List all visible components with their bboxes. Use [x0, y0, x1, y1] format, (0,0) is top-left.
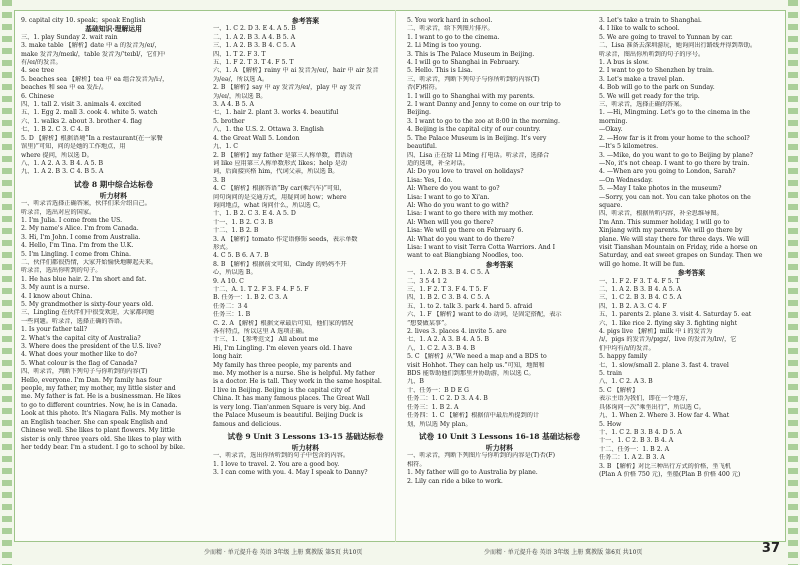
col2-line-5: 五、1. F 2. T 3. T 4. F 5. T	[213, 59, 294, 67]
col3-line-37: 2. lives 3. places 4. invite 5. are	[407, 328, 507, 336]
col4-line-54: (Plan A 价格 750 元)，坐船(Plan B 价格 400 元)	[599, 470, 741, 478]
col1-line-31: 3. My aunt is a nurse.	[21, 284, 90, 292]
col1-line-23: 1. I'm Julia. I come from the US.	[21, 216, 123, 224]
col3-line-30: 一、1. A 2. B 3. B 4. C 5. A	[407, 269, 490, 277]
col4-line-22: square.	[599, 201, 623, 209]
col1-line-12: 六、1. walks 2. about 3. brother 4. flag	[21, 117, 143, 125]
col2-line-49: 试卷 9 Unit 3 Lessons 13-15 基础达标卷	[227, 431, 384, 441]
col1-line-49: sister is only three years old. She likes to play with	[21, 435, 182, 443]
col1-line-27: 5. I'm Lingling. I come from China.	[21, 250, 131, 258]
col3-line-16: 四、Lisa 正在给 Li Ming 打电话。听录音，选择合	[407, 151, 550, 159]
col3-line-27: Lisa: I want to visit Terra Cotta Warriors. And I	[407, 243, 556, 251]
page-number: 37	[761, 541, 780, 556]
col2-line-52: 1. I love to travel. 2. You are a good boy.	[213, 460, 340, 468]
col1-line-7: 5. beaches sea 【解析】tea 中 ea 组合发音为/iː/，	[21, 75, 169, 83]
col2-line-9: 为/eɪ/，所以选 B。	[213, 92, 267, 100]
col3-line-8: 否(F)相符。	[407, 84, 441, 92]
col2-line-21: 问句询问的是交通方式，用疑问词 how；where	[213, 193, 347, 201]
col2-line-17: 词 like 应用第三人称单数形式 likes；help 是动	[213, 159, 347, 167]
col3-line-22: Al: Who do you want to go with?	[407, 201, 509, 209]
col2-line-6: 六、1. A 【解析】rainy 中 ai 发音为/eɪ/，hair 中 air 发音	[213, 67, 379, 75]
col2-line-30: 心，所以选 B。	[213, 269, 257, 277]
col1-line-30: 1. He has blue hair. 2. I'm short and fat.	[21, 275, 147, 283]
col2-line-11: 七、1. hair 2. plant 3. works 4. beautiful	[213, 109, 339, 117]
col1-line-37: 2. What's the capital city of Australia?	[21, 334, 141, 342]
col4-line-23: 四、听录音，根据所听内容，补全思维导图。	[599, 210, 723, 218]
col4-line-41: 七、1. slow/small 2. plane 3. fast 4. travel	[599, 361, 729, 369]
col4-line-16: 3. —Mike, do you want to go to Beijing by plane?	[599, 151, 753, 159]
col4-line-42: 5. train	[599, 370, 622, 378]
col1-line-47: an English teacher. She can speak English and	[21, 418, 168, 426]
col2-line-8: 2. B 【解析】say 中 ay 发音为/eɪ/，play 中 ay 发音	[213, 84, 362, 92]
col3-line-33: 四、1. B 2. C 3. B 4. C 5. A	[407, 294, 490, 302]
col3-line-44: 十、任务一：B D E G	[407, 386, 469, 394]
footer-right: 少而精 · 单元提升卷 英语 3年级 上册 冀教版 第6页 共10页	[484, 549, 643, 556]
col4-line-43: 八、1. C 2. A 3. B	[599, 378, 653, 386]
col1-line-19: 试卷 8 期中综合达标卷	[74, 179, 153, 189]
col2-line-19: 3. B	[213, 176, 226, 184]
col2-line-38: 十三、1. 【参考范文】 All about me	[213, 336, 319, 344]
col4-line-26: plane. We will stay there for three days. We will	[599, 235, 750, 243]
col1-line-39: 4. What does your mother like to do?	[21, 351, 138, 359]
col2-line-13: 八、1. the U.S. 2. Ottawa 3. English	[213, 126, 324, 134]
col2-line-44: I live in Beijing. Beijing is the capital city of	[213, 386, 351, 394]
col2-line-41: My family has three people, my parents and	[213, 361, 352, 369]
col1-line-11: 五、1. Egg 2. mall 3. cook 4. white 5. watch	[21, 109, 158, 117]
col4-line-17: —No, it's not cheap. I want to go there by train.	[599, 159, 750, 167]
col2-line-10: 3. A 4. B 5. A	[213, 101, 255, 109]
col2-line-45: China. It has many famous places. The Great Wall	[213, 395, 370, 403]
col1-line-14: 5. D 【解析】根据语境“In a restaurant(在一家餐	[21, 134, 163, 142]
col2-line-25: 十二、1. B 2. B	[213, 227, 259, 235]
col3-line-54: 2. Lily can ride a bike to work.	[407, 477, 503, 485]
col4-line-6: 2. I want to go to Shenzhen by train.	[599, 67, 714, 75]
col4-line-7: 3. Let's make a travel plan.	[599, 75, 685, 83]
col3-line-20: Al: Where do you want to go?	[407, 185, 500, 193]
col4-line-30: 参考答案	[677, 269, 706, 278]
col4-line-18: 4. —When are you going to London, Sarah?	[599, 168, 736, 176]
col4-line-34: 四、1. B 2. A 3. C 4. F	[599, 302, 667, 310]
col1-line-44: me. My father is fat. He is a businessman. He likes	[21, 393, 181, 401]
col2-line-2: 二、1. A 2. B 3. A 4. B 5. A	[213, 33, 296, 41]
col3-line-11: Beijing.	[407, 109, 431, 117]
col4-line-10: 三、听录音，选择正确的答案。	[599, 101, 686, 109]
col4-line-53: 3. B 【解析】对比三种出行方式的价格，坐飞机	[599, 462, 731, 470]
col4-line-36: 六、1. like rice 2. flying sky 3. fighting night	[599, 319, 738, 327]
col1-line-48: Chinese well. She likes to plant flowers. My little	[21, 427, 175, 435]
col1-line-21: 一、听录音选择正确答案，伙伴们来介绍自己。	[21, 200, 151, 208]
col4-line-3: 二、Lisa 准备去深圳游玩，她询问出行路线并得到帮助。	[599, 42, 757, 50]
col1-line-20: 听力材料	[99, 191, 128, 200]
col3-line-45: 任务二：1. C 2. D 3. A 4. B	[407, 395, 488, 403]
col2-line-36: C. 2. A 【解析】根据文章最后可知，他们家的情况	[213, 319, 354, 327]
col4-line-19: —On Wednesday.	[599, 176, 653, 184]
col4-line-24: I'm Ann. This summer holiday, I will go to	[599, 218, 730, 226]
col4-line-4: 听录音，图出你所听到的句子的序号。	[599, 50, 705, 58]
col3-line-4: 3. This is The Palace Museum in Beijing.	[407, 50, 535, 58]
col1-line-22: 听录音，选出对应的国家。	[21, 208, 96, 216]
col1-line-46: Look at this photo. It's Niagara Falls. My mother is	[21, 410, 182, 418]
column-2	[213, 17, 398, 537]
col3-line-41: visit Hohhot. They can help us.”可知，地图和	[407, 361, 545, 369]
col4-line-13: —Okay.	[599, 126, 623, 134]
col1-line-6: 4. see tree	[21, 67, 55, 75]
column-1	[21, 17, 206, 537]
col3-line-36: “想要做某事”。	[407, 319, 451, 327]
page-footer	[14, 541, 786, 561]
col2-line-40: long hair.	[213, 353, 243, 361]
col3-line-5: 4. I will go to Shanghai in February.	[407, 59, 520, 67]
col3-line-2: 1. I want to go to the cinema.	[407, 33, 500, 41]
col3-line-40: 5. C 【解析】从“We need a map and a BDS to	[407, 353, 547, 361]
col1-line-35: 一些问题。听录音，选择正确的答语。	[21, 317, 127, 325]
col2-line-31: 9. A 10. C	[213, 277, 244, 285]
col2-line-3: 三、1. A 2. B 3. B 4. C 5. A	[213, 42, 296, 50]
col3-line-7: 三、听录音，判断下列句子与你所听到的内容(T)	[407, 75, 540, 83]
col3-line-26: Al: What do you want to do there?	[407, 235, 515, 243]
col4-line-38: /ɪ/，pigs 的发音为/pɪgz/，live 的发音为/lɪv/，它	[599, 336, 737, 344]
col4-line-39: 们中均有/ɪ/的发音。	[599, 344, 655, 352]
col4-line-35: 五、1. parents 2. plane 3. visit 4. Saturday 5. eat	[599, 311, 752, 319]
col2-line-14: 4. the Great Wall 5. London	[213, 134, 300, 142]
col3-line-38: 七、1. A 2. A 3. B 4. A 5. B	[407, 336, 490, 344]
col2-line-18: 词，后面接宾格 him，代词父亲，所以选 B。	[213, 168, 339, 176]
col3-line-29: 参考答案	[485, 260, 514, 269]
col1-line-18: 九、1. A 2. B 3. C 4. B 5. A	[21, 168, 104, 176]
col2-line-29: 8. B 【解析】根据前文可知，Cindy 的妈妈不开	[213, 260, 347, 268]
col3-line-46: 任务三：1. B 2. A	[407, 403, 459, 411]
col4-line-0: 3. Let's take a train to Shanghai.	[599, 17, 702, 24]
col3-line-21: Lisa: I want to go to Xi'an.	[407, 193, 490, 201]
col1-line-25: 3. Hi, I'm John. I come from Australia.	[21, 233, 141, 241]
col3-line-39: 八、1. C 2. A 3. B 4. B	[407, 344, 476, 352]
col3-line-15: beautiful.	[407, 143, 437, 151]
col3-line-43: 九、B	[407, 378, 424, 386]
col1-line-40: 5. What colour is the flag of Canada?	[21, 359, 138, 367]
col2-line-47: the Palace Museum is beautiful. Beijing Duck is	[213, 412, 363, 420]
col4-line-8: 4. Bob will go to the park on Sunday.	[599, 84, 715, 92]
col2-line-50: 听力材料	[291, 443, 320, 452]
col1-line-24: 2. My name's Alice. I'm from Canada.	[21, 225, 139, 233]
col2-line-37: 各有特点，所以这里 A 选项正确。	[213, 328, 309, 336]
col2-line-7: 为/eə/，所以选 A。	[213, 75, 269, 83]
col3-line-1: 二、听录音，给下列图片排序。	[407, 25, 494, 33]
col3-line-6: 5. Hello. This is Lisa.	[407, 67, 473, 75]
col4-line-11: 1. —Hi, Mingming. Let's go to the cinema in the	[599, 109, 751, 117]
col2-line-46: is very long. Tian'anmen Square is very big. And	[213, 403, 366, 411]
col4-line-5: 1. A bus is slow.	[599, 59, 649, 67]
col4-line-2: 5. We are going to travel to Yunnan by car.	[599, 33, 733, 41]
col1-line-32: 4. I know about China.	[21, 292, 93, 300]
col3-line-49: 试卷 10 Unit 3 Lessons 16-18 基础达标卷	[418, 431, 581, 441]
col4-line-21: —Sorry, you can not. You can take photos on the	[599, 193, 751, 201]
col1-line-34: 三、Lingling 在伙伴们中很受欢迎，大家都问她	[21, 309, 155, 317]
col3-line-0: 5. You work hard in school.	[407, 17, 493, 24]
col2-line-0: 参考答案	[291, 17, 320, 25]
col2-line-4: 四、1. T 2. F 3. T	[213, 50, 266, 58]
col3-line-18: Al: Do you love to travel on holidays?	[407, 168, 524, 176]
col3-line-31: 二、3 5 4 1 2	[407, 277, 447, 285]
col3-line-35: 六、1. F 【解析】want to do 动词，是固定搭配，表示	[407, 311, 562, 319]
col4-line-44: 5. C 【解析】	[599, 386, 639, 394]
col2-line-35: 任务三：1. B	[213, 311, 251, 319]
col2-line-42: me. My mother is a nurse. She is helpful. My father	[213, 370, 376, 378]
col1-line-1: 基础知识·理解运用	[85, 25, 142, 34]
col3-line-14: 5. The Palace Museum is in Beijing. It's very	[407, 134, 547, 142]
col1-line-10: 四、1. tall 2. visit 3. animals 4. excited	[21, 101, 142, 109]
col2-line-48: famous and delicious.	[213, 420, 282, 428]
col4-line-48: 5. How	[599, 420, 622, 428]
col1-line-26: 4. Hello, I'm Tina. I'm from the U.K.	[21, 242, 134, 250]
col1-line-38: 3. Where does the president of the U.S. live?	[21, 343, 161, 351]
col2-line-1: 一、1. C 2. D 3. E 4. A 5. B	[213, 25, 296, 33]
column-4	[599, 17, 784, 537]
col4-line-15: —It's 5 kilometres.	[599, 143, 659, 151]
col1-line-17: 八、1. A 2. A 3. B 4. A 5. B	[21, 159, 104, 167]
col1-line-13: 七、1. B 2. C 3. C 4. B	[21, 126, 90, 134]
col1-line-50: her teddy bear. I'm a student. I go to school by bike.	[21, 443, 185, 451]
col2-line-28: 4. C 5. B 6. A 7. B	[213, 252, 269, 260]
col1-line-41: 四、听录音，判断下列句子与你听到的内容(T)	[21, 368, 148, 376]
col2-line-12: 5. brother	[213, 117, 245, 125]
footer-left: 少而精 · 单元提升卷 英语 3年级 上册 冀教版 第5页 共10页	[204, 549, 363, 556]
col4-line-29: will go home. It will be fun.	[599, 260, 685, 268]
col2-line-33: B. 任务一：1. B 2. C 3. A	[213, 294, 288, 302]
col2-line-34: 任务二：3 4	[213, 302, 248, 310]
col3-line-19: Lisa: Yes, I do.	[407, 176, 453, 184]
col2-line-16: 2. B 【解析】my father 是第三人称单数，谓语动	[213, 151, 353, 159]
col4-line-37: 4. pigs live 【解析】milk 中 i 的发音为	[599, 328, 713, 336]
col3-line-52: 相符。	[407, 460, 426, 468]
col1-line-36: 1. Is your father tall?	[21, 326, 88, 334]
col1-line-5: 有/eɪ/的发音。	[21, 59, 62, 67]
col4-line-31: 一、1. F 2. F 3. T 4. F 5. T	[599, 277, 680, 285]
col1-line-16: where 提问，所以选 D。	[21, 151, 93, 159]
column-3	[407, 17, 592, 537]
col2-line-43: is a doctor. He is tall. They work in the same hospital.	[213, 378, 382, 386]
col3-line-23: Lisa: I want to go there with my mother.	[407, 210, 534, 218]
col4-line-40: 5. happy family	[599, 353, 648, 361]
col2-line-51: 一、听录音，选出你所听到的句子中包含的内容。	[213, 452, 350, 460]
col2-line-26: 3. A 【解析】tomato 作定语修饰 seeds，表示单数	[213, 235, 358, 243]
col4-line-49: 十、1. C 2. B 3. B 4. D 5. A	[599, 428, 682, 436]
col3-line-17: 适的选项，补全对话。	[407, 159, 469, 167]
col3-line-13: 4. Beijing is the capital city of our country.	[407, 126, 541, 134]
col3-line-25: Lisa: We will go there on February 6.	[407, 227, 524, 235]
col1-line-4: make 发音为/meɪk/，table 发音为/'teɪbl/，它们中	[21, 50, 166, 58]
col1-line-15: 馆里)”可知，问的是她的工作地点，用	[21, 143, 126, 151]
col1-line-0: 9. capital city 10. speak；speak English	[21, 17, 146, 24]
col2-line-53: 3. I can come with you. 4. May I speak to Danny?	[213, 469, 368, 477]
col4-line-46: 具体询问一次“乘坐出行”，所以选 C。	[599, 403, 705, 411]
col1-line-42: Hello, everyone. I'm Dan. My family has four	[21, 376, 162, 384]
col2-line-20: 4. C 【解析】根据答语“By car(乘汽车)”可知，	[213, 185, 346, 193]
col4-line-47: 九、1. When 2. Where 3. How far 4. What	[599, 412, 730, 420]
col4-line-45: 表示主语为我们，即在一个地方，	[599, 395, 692, 403]
col1-line-33: 5. My grandmother is sixty-four years old.	[21, 301, 154, 308]
col3-line-50: 听力材料	[485, 443, 514, 452]
right-edge-decoration	[788, 0, 798, 565]
answer-page	[14, 10, 786, 542]
col2-line-32: 十二、A. 1. T 2. F 3. F 4. F 5. F	[213, 286, 309, 293]
col3-line-12: 3. I want to go to the zoo at 8:00 in the morning.	[407, 117, 560, 125]
col4-line-50: 十一、1. C 2. B 3. B 4. A	[599, 437, 674, 445]
col1-line-28: 二、伙伴们都很热情，大家开始愉快地聊起天来。	[21, 258, 158, 266]
col4-line-27: visit Tianshan Mountain on Friday, ride a horse on	[599, 243, 758, 251]
col1-line-29: 听录音，选出你听到的句子。	[21, 267, 102, 275]
col4-line-51: 十二、任务一：1. B 2. A	[599, 445, 670, 453]
col2-line-39: Hi, I'm Lingling. I'm eleven years old. I have	[213, 344, 353, 352]
col3-line-24: Al: When will you go there?	[407, 218, 494, 226]
col3-line-10: 2. I want Danny and Jenny to come on our trip to	[407, 101, 561, 109]
col4-line-14: 2. —How far is it from your home to the school?	[599, 134, 750, 142]
col1-line-45: to go to different countries. Now, he is in Canada.	[21, 401, 178, 409]
col4-line-9: 5. We will get ready for the trip.	[599, 92, 700, 100]
col3-line-32: 三、1. F 2. T 3. F 4. T 5. F	[407, 286, 488, 293]
col4-line-12: morning.	[599, 117, 628, 125]
col4-line-28: Saturday, and eat sweet grapes on Sunday. Then we	[599, 252, 763, 260]
col3-line-42: BDS 能帮助他们到那里并协助游，所以选 C。	[407, 370, 535, 378]
col3-line-48: 划，所以选 My plan。	[407, 420, 472, 428]
page-divider	[395, 10, 396, 542]
left-edge-decoration	[2, 0, 12, 565]
col1-line-9: 6. Chinese	[21, 92, 55, 100]
col2-line-22: 询问地点，what 询问什么，所以选 C。	[213, 201, 324, 209]
col1-line-2: 三、1. play Sunday 2. wait rain	[21, 33, 118, 41]
col1-line-3: 3. make table 【解析】date 中 a 的发音为/eɪ/，	[21, 42, 161, 50]
col3-line-51: 一、听录音，判断下列图片与你听到的内容是(T)否(F)	[407, 452, 556, 460]
col2-line-24: 十一、1. B 2. C 3. B	[213, 218, 273, 226]
col2-line-27: 形式。	[213, 243, 232, 251]
col3-line-3: 2. Li Ming is too young.	[407, 42, 482, 50]
col4-line-1: 4. I like to walk to school.	[599, 25, 680, 33]
col2-line-15: 九、1. C	[213, 143, 238, 151]
col3-line-34: 五、1. to 2. talk 3. park 4. hard 5. afraid	[407, 302, 533, 310]
col4-line-52: 任务二：1. A 2. B 3. A	[599, 454, 665, 462]
col4-line-20: 5. —May I take photos in the museum?	[599, 185, 722, 193]
col1-line-43: people, my father, my mother, my little sister and	[21, 385, 176, 393]
col3-line-28: want to eat Biangbiang Noodles, too.	[407, 252, 524, 260]
col4-line-25: Xinjiang with my parents. We will go there by	[599, 227, 743, 235]
col4-line-33: 三、1. C 2. B 3. B 4. C 5. A	[599, 294, 682, 302]
col3-line-53: 1. My father will go to Australia by plane.	[407, 469, 538, 477]
col3-line-47: 任务四：1. C 【解析】根据信中最后所提到的计	[407, 412, 540, 420]
col2-line-23: 十、1. B 2. C 3. E 4. A 5. D	[213, 210, 296, 218]
col3-line-9: 1. I will go to Shanghai with my parents.	[407, 92, 535, 100]
col4-line-32: 二、1. A 2. B 3. B 4. A 5. A	[599, 286, 682, 293]
col1-line-8: beaches 和 sea 中 ea 发/iː/。	[21, 84, 108, 92]
